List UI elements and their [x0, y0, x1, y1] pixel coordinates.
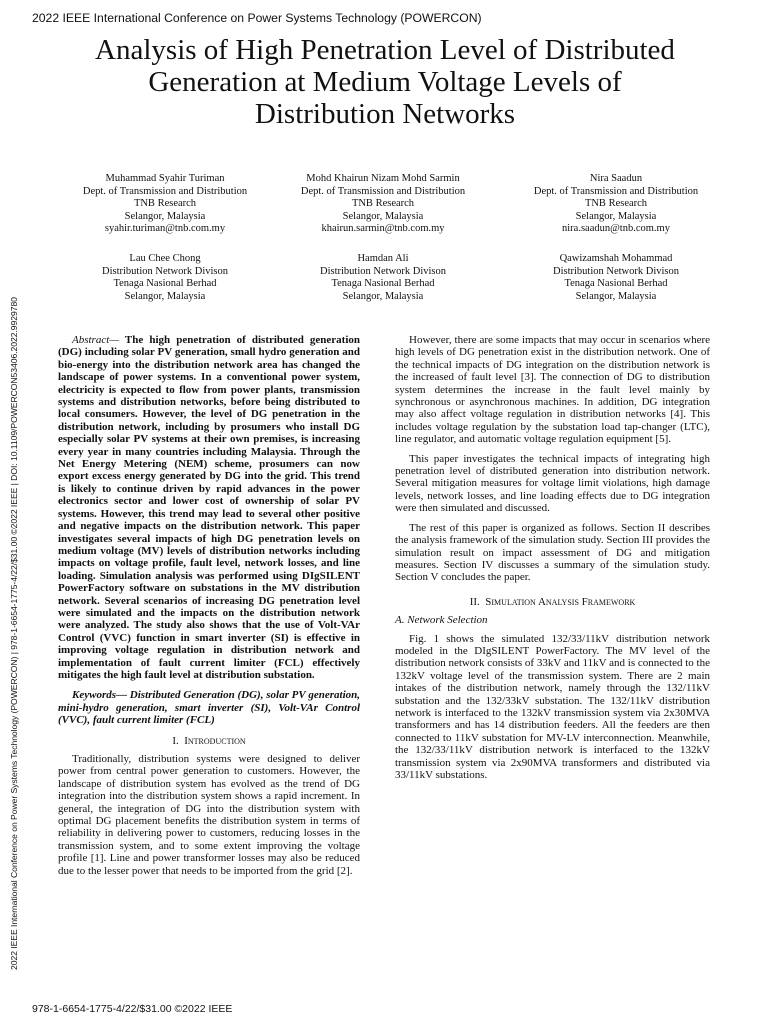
author-org: TNB Research	[351, 198, 415, 210]
author-block-3	[491, 173, 741, 236]
abstract	[58, 334, 360, 681]
title-line-3: Distribution Networks	[254, 98, 516, 130]
title-line-2: Generation at Medium Voltage Levels of	[148, 66, 622, 98]
author-block-2	[258, 173, 508, 236]
author-email[interactable]: khairun.sarmin@tnb.com.my	[321, 223, 445, 235]
keywords-text: Distributed Generation (DG), solar PV generation, mini-hydro generation, smart inverter (SI), Volt-VAr Control (VVC), fault current limiter (FCL)	[58, 689, 360, 727]
author-email[interactable]: nira.saadun@tnb.com.my	[562, 223, 670, 235]
author-block-5	[258, 253, 508, 303]
body-paragraph: The rest of this paper is organized as follows. Section II describes the analysis framework of the simulation study. Section III provides the simulation result on impact assessment of DG and mitigation measures. Section IV discusses a summary of the simulation study. Section V concludes the paper.	[395, 521, 710, 584]
section-number: I.	[172, 734, 179, 747]
section-heading-simulation-framework	[395, 596, 710, 608]
author-block-6	[491, 253, 741, 303]
copyright-footer: 978-1-6654-1775-4/22/$31.00 ©2022 IEEE	[32, 1003, 233, 1015]
author-affiliation: Dept. of Transmission and Distribution	[300, 185, 466, 197]
author-org: Tenaga Nasional Berhad	[113, 278, 217, 290]
author-name: Lau Chee Chong	[129, 253, 201, 264]
author-location: Selangor, Malaysia	[342, 210, 424, 222]
section-heading-introduction	[58, 735, 360, 747]
author-affiliation: Dept. of Transmission and Distribution	[533, 185, 699, 197]
author-name: Mohd Khairun Nizam Mohd Sarmin	[306, 173, 460, 184]
body-paragraph: However, there are some impacts that may occur in scenarios where high levels of DG penetration exist in the distribution network. One of the technical impacts of DG integration on the distribution network is the increased of fault level [3]. The connection of DG to distribution system determines the increase in the fault level mainly by synchronous or asynchronous machines. In addition, DG integration may also affect voltage regulation in distribution networks [4]. This includes voltage regulation by the substation load tap-changer (LTC), line regulator, and automatic voltage regulation equipment [5].	[395, 334, 710, 446]
author-location: Selangor, Malaysia	[342, 290, 424, 302]
author-name: Qawizamshah Mohammad	[559, 253, 673, 264]
right-column	[395, 334, 710, 781]
author-affiliation: Dept. of Transmission and Distribution	[82, 185, 248, 197]
keywords	[58, 689, 360, 726]
introduction-paragraph: Traditionally, distribution systems were designed to deliver power from central power generation to customers. However, the landscape of distribution system has evolved as the trend of DG integration into the distribution system shows a rapid increment. In general, the integration of DG into the distribution system with optimal DG placement benefits the distribution system in terms of reliability in delivering power to customers, reducing losses in the transmission system, and to some extent improving the voltage profile [1]. Line and power transformer losses may also be reduced due to the lesser power that needs to be imported from the grid [2].	[58, 753, 360, 877]
author-org: Tenaga Nasional Berhad	[331, 278, 435, 290]
section-number: II.	[469, 595, 480, 608]
author-affiliation: Distribution Network Divison	[553, 265, 679, 277]
author-name: Hamdan Ali	[357, 253, 409, 264]
author-location: Selangor, Malaysia	[575, 210, 657, 222]
section-title: Simulation Analysis Framework	[485, 595, 636, 608]
abstract-text: The high penetration of distributed generation (DG) including solar PV generation, small hydro generation and bio-energy into the distribution network area has changed the landscape of power systems. In a conventional power system, electricity is expected to flow from power plants, transmission systems and distribution networks, before being distributed to local consumers. However, the level of DG penetration in the distribution network, including by prosumers who install DG especially solar PV systems at their own premises, is increasing every year in many countries including Malaysia. Through the Net Energy Metering (NEM) scheme, prosumers can now export excess energy generated by DG into the grid. This trend is likely to continue driven by rapid advances in the power electronics sector and lower cost of ownership of solar PV systems. However, this trend may lead to several other positive and negative impacts on the distribution network. This paper investigates several impacts of high DG penetration levels on medium voltage (MV) levels of distribution networks including impacts on voltage profile, fault level, network losses, and line loading. Simulation analysis was performed using DIgSILENT PowerFactory software on substations in the MV distribution network. Several scenarios of increasing DG penetration level were simulated and the impacts on the distribution network were analyzed. The study also shows that the use of Volt-VAr Control (VVC) function in smart inverter (SI) is effective in improving voltage regulation in distribution network and implementation of fault current limiter (FCL) effectively mitigates the high fault level at distribution substation.	[58, 334, 360, 681]
abstract-label: Abstract—	[72, 334, 120, 346]
network-selection-paragraph: Fig. 1 shows the simulated 132/33/11kV distribution network modeled in the DIgSILENT PowerFactory. The MV level of the distribution network consists of 33kV and 11kV and is connected to the 132kV voltage level of the transmission system. There are 2 main intakes of the distribution network, namely through the 132/11kV substation and the 132/33kV substation. The 132/11kV distribution network is interfaced to the 132kV transmission system via 2x30MVA transformers and has 14 distribution feeders. All the feeders are then connected to 11kV substation for MV-LV interconnection. Meanwhile, the 132/33/11kV distribution network is interfaced to the 132kV transmission system via 2x90MVA transformers and distributed via 33/11kV substations.	[395, 632, 710, 781]
author-org: TNB Research	[584, 198, 648, 210]
author-block-1	[40, 173, 290, 236]
section-title: Introduction	[184, 734, 246, 747]
side-metadata-strip: 2022 IEEE International Conference on Power Systems Technology (POWERCON) | 978-1-6654-1775-4/22/$31.00 ©2022 IEEE | DOI: 10.1109/POWERCON53406.2022.9929780	[9, 297, 19, 970]
author-location: Selangor, Malaysia	[124, 210, 206, 222]
paper-title	[40, 34, 730, 130]
body-paragraph: This paper investigates the technical impacts of integrating high penetration level of distributed generation into distribution network. Several mitigation measures for voltage limit violations, high damage levels, network losses, and line loading effects due to DG integration were then simulated and discussed.	[395, 452, 710, 515]
author-location: Selangor, Malaysia	[124, 290, 206, 302]
subsection-heading-network-selection: A. Network Selection	[395, 614, 488, 627]
author-affiliation: Distribution Network Divison	[320, 265, 446, 277]
author-org: TNB Research	[133, 198, 197, 210]
conference-header: 2022 IEEE International Conference on Power Systems Technology (POWERCON)	[32, 11, 482, 25]
left-column	[58, 334, 360, 877]
author-name: Nira Saadun	[589, 173, 643, 184]
author-name: Muhammad Syahir Turiman	[105, 173, 225, 184]
author-block-4	[40, 253, 290, 303]
keywords-label: Keywords—	[72, 689, 127, 702]
author-org: Tenaga Nasional Berhad	[564, 278, 668, 290]
title-line-1: Analysis of High Penetration Level of Distributed	[95, 34, 675, 66]
author-affiliation: Distribution Network Divison	[102, 265, 228, 277]
author-email[interactable]: syahir.turiman@tnb.com.my	[104, 223, 226, 235]
author-location: Selangor, Malaysia	[575, 290, 657, 302]
